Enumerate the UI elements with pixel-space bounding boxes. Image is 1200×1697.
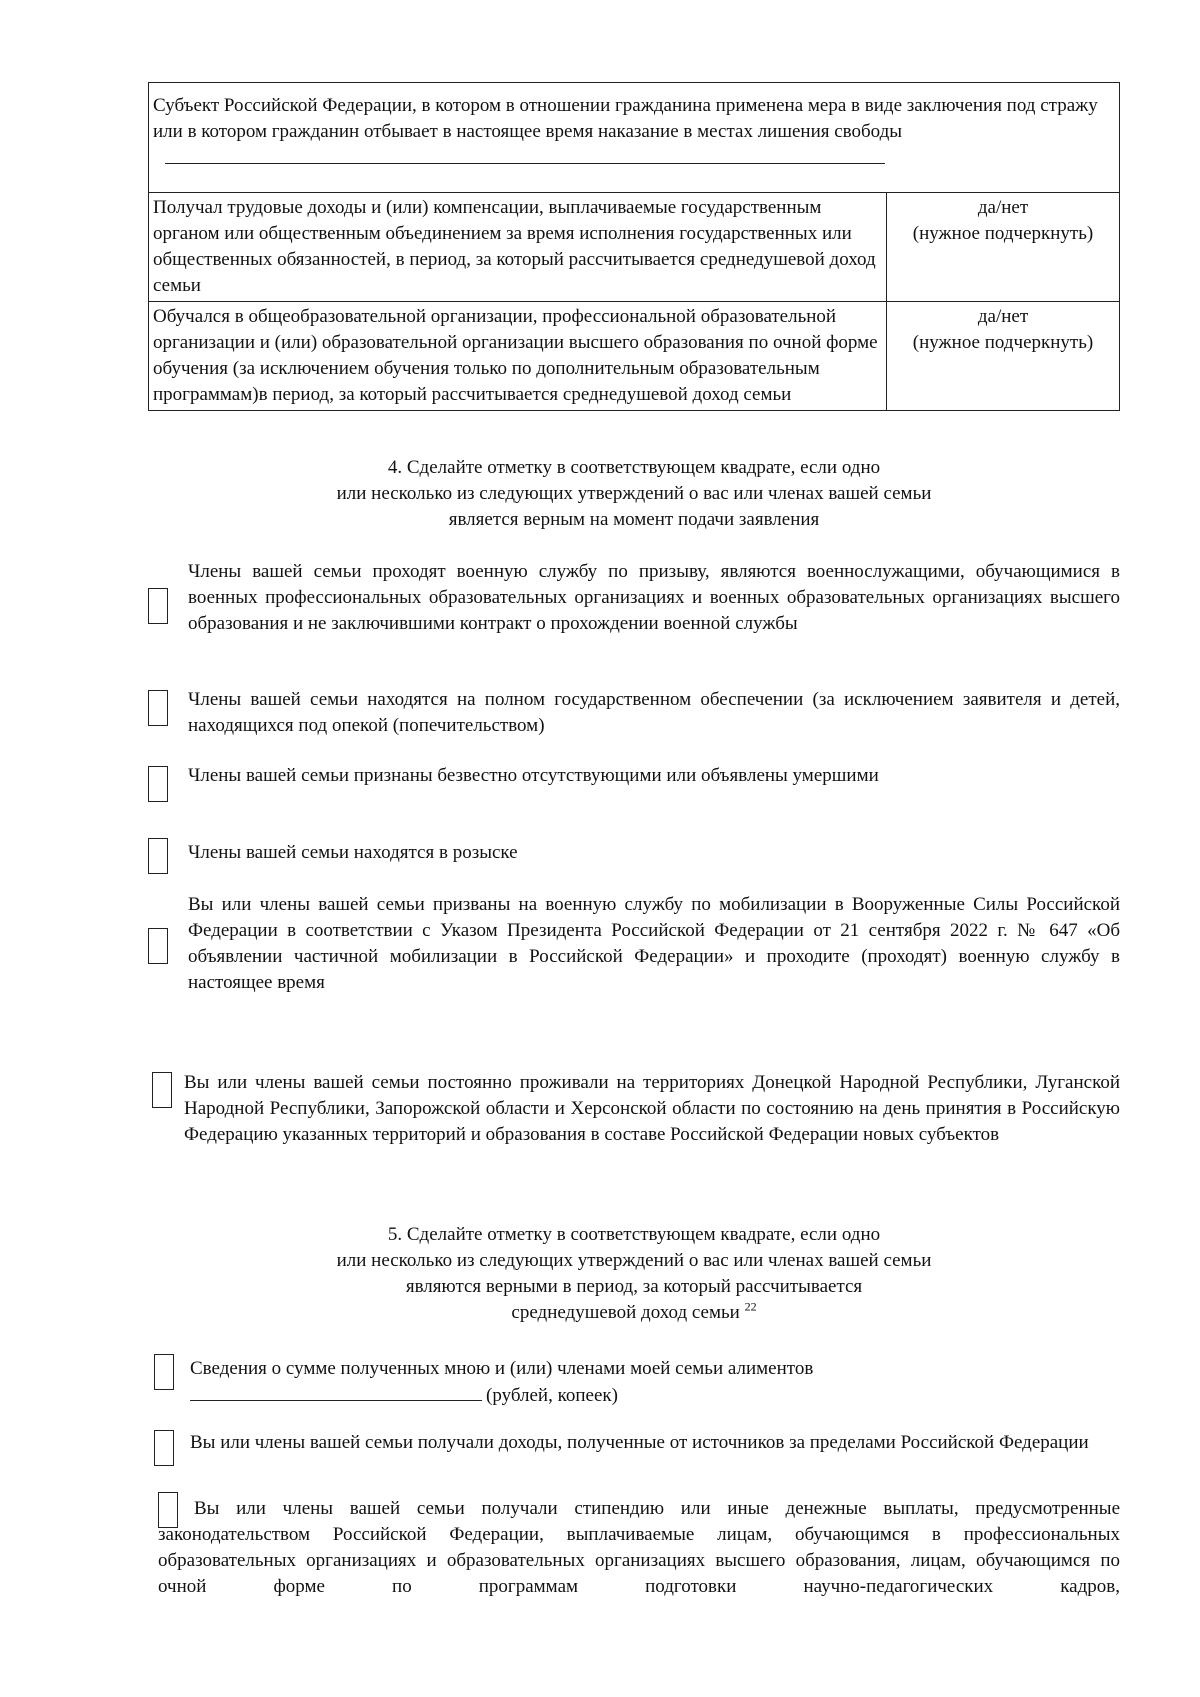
statement-stipend: Вы или члены вашей семьи получали стипендию или иные денежные выплаты, предусмотренные законодательством Российской Федерации, выплачиваемые лицам, обучающимся в профессиональных образовательных организациях и образовательных организациях высшего образования, лицам, обучающимся по очной форме по программам подготовки научно-педагогических кадров,	[158, 1498, 1120, 1597]
education-yes-no[interactable]: да/нет	[977, 306, 1029, 327]
region-label: Субъект Российской Федерации, в котором в отношении гражданина применена мера в виде заключения под стражу или в котором гражданин отбывает в настоящее время наказание в местах лишения свободы	[153, 95, 1098, 142]
region-input-line[interactable]	[165, 145, 885, 164]
table-row-region	[149, 83, 1119, 193]
income-answer[interactable]	[887, 193, 1119, 301]
section5-heading-line1: 5. Сделайте отметку в соответствующем квадрате, если одно	[387, 1224, 881, 1245]
income-note: (нужное подчеркнуть)	[912, 223, 1094, 244]
section4-heading-line3: является верным на момент подачи заявления	[448, 509, 820, 530]
alimony-amount-field[interactable]	[190, 1382, 482, 1401]
education-answer[interactable]	[887, 302, 1119, 410]
statement-mobilization: Вы или члены вашей семьи призваны на военную службу по мобилизации в Вооруженные Силы Российской Федерации в соответствии с Указом Президента Российской Федерации от 21 сентября 2022 г. № 647 «Об объявлении частичной мобилизации в Российской Федерации» и проходите (проходят) военную службу в настоящее время	[188, 894, 1120, 993]
statement-foreign-income: Вы или члены вашей семьи получали доходы, полученные от источников за пределами Российской Федерации	[190, 1432, 1089, 1453]
section4-heading-line1: 4. Сделайте отметку в соответствующем квадрате, если одно	[387, 457, 881, 478]
income-question: Получал трудовые доходы и (или) компенсации, выплачиваемые государственным органом или общественным объединением за время исполнения государственных или общественных обязанностей, в период, за который рассчитывается среднедушевой доход семьи	[149, 193, 887, 301]
statement-wanted: Члены вашей семьи находятся в розыске	[188, 842, 518, 863]
table-row-education	[149, 302, 1119, 410]
checkbox-military-conscript[interactable]	[148, 588, 168, 624]
footnote-ref: 22	[744, 1299, 757, 1314]
statement-military-conscript: Члены вашей семьи проходят военную службу по призыву, являются военнослужащими, обучающимися в военных профессиональных образовательных организациях и военных образовательных организациях высшего образования и не заключившими контракт о прохождении военной службы	[188, 561, 1120, 634]
section5-heading-line4	[148, 1300, 1120, 1326]
checkbox-foreign-income[interactable]	[154, 1430, 174, 1466]
education-question: Обучался в общеобразовательной организации, профессиональной образовательной организации и (или) образовательной организации высшего образования по очной форме обучения (за исключением обучения только по дополнительным образовательным программам)в период, за который рассчитывается среднедушевой доход семьи	[149, 302, 887, 410]
section5-heading-text4: среднедушевой доход семьи	[511, 1302, 740, 1323]
statement-missing-deceased: Члены вашей семьи признаны безвестно отсутствующими или объявлены умершими	[188, 765, 879, 786]
checkbox-wanted[interactable]	[148, 838, 168, 874]
education-note: (нужное подчеркнуть)	[912, 332, 1094, 353]
section5-heading-line3: являются верными в период, за который рассчитывается	[405, 1276, 863, 1297]
section5-heading-line2: или несколько из следующих утверждений о вас или членах вашей семьи	[336, 1250, 932, 1271]
alimony-text: Сведения о сумме полученных мною и (или) членами моей семьи алиментов	[190, 1358, 814, 1379]
checkbox-missing-deceased[interactable]	[148, 766, 168, 802]
checkbox-mobilization[interactable]	[148, 928, 168, 964]
section5-heading	[148, 1222, 1120, 1326]
income-yes-no[interactable]: да/нет	[977, 197, 1029, 218]
section4-heading	[148, 455, 1120, 533]
checkbox-new-territories[interactable]	[152, 1072, 172, 1108]
checkbox-state-support[interactable]	[148, 690, 168, 726]
table-row-income	[149, 193, 1119, 302]
checkbox-alimony[interactable]	[154, 1354, 174, 1390]
statement-new-territories: Вы или члены вашей семьи постоянно проживали на территориях Донецкой Народной Республики, Луганской Народной Республики, Запорожской области и Херсонской области по состоянию на день принятия в Российскую Федерацию указанных территорий и образования в составе Российской Федерации новых субъектов	[184, 1072, 1120, 1145]
info-table	[148, 82, 1120, 411]
statement-alimony	[190, 1356, 1120, 1409]
statement-state-support: Члены вашей семьи находятся на полном государственном обеспечении (за исключением заявителя и детей, находящихся под опекой (попечительством)	[188, 689, 1120, 736]
alimony-unit: (рублей, копеек)	[486, 1385, 618, 1406]
section4-heading-line2: или несколько из следующих утверждений о вас или членах вашей семьи	[336, 483, 932, 504]
